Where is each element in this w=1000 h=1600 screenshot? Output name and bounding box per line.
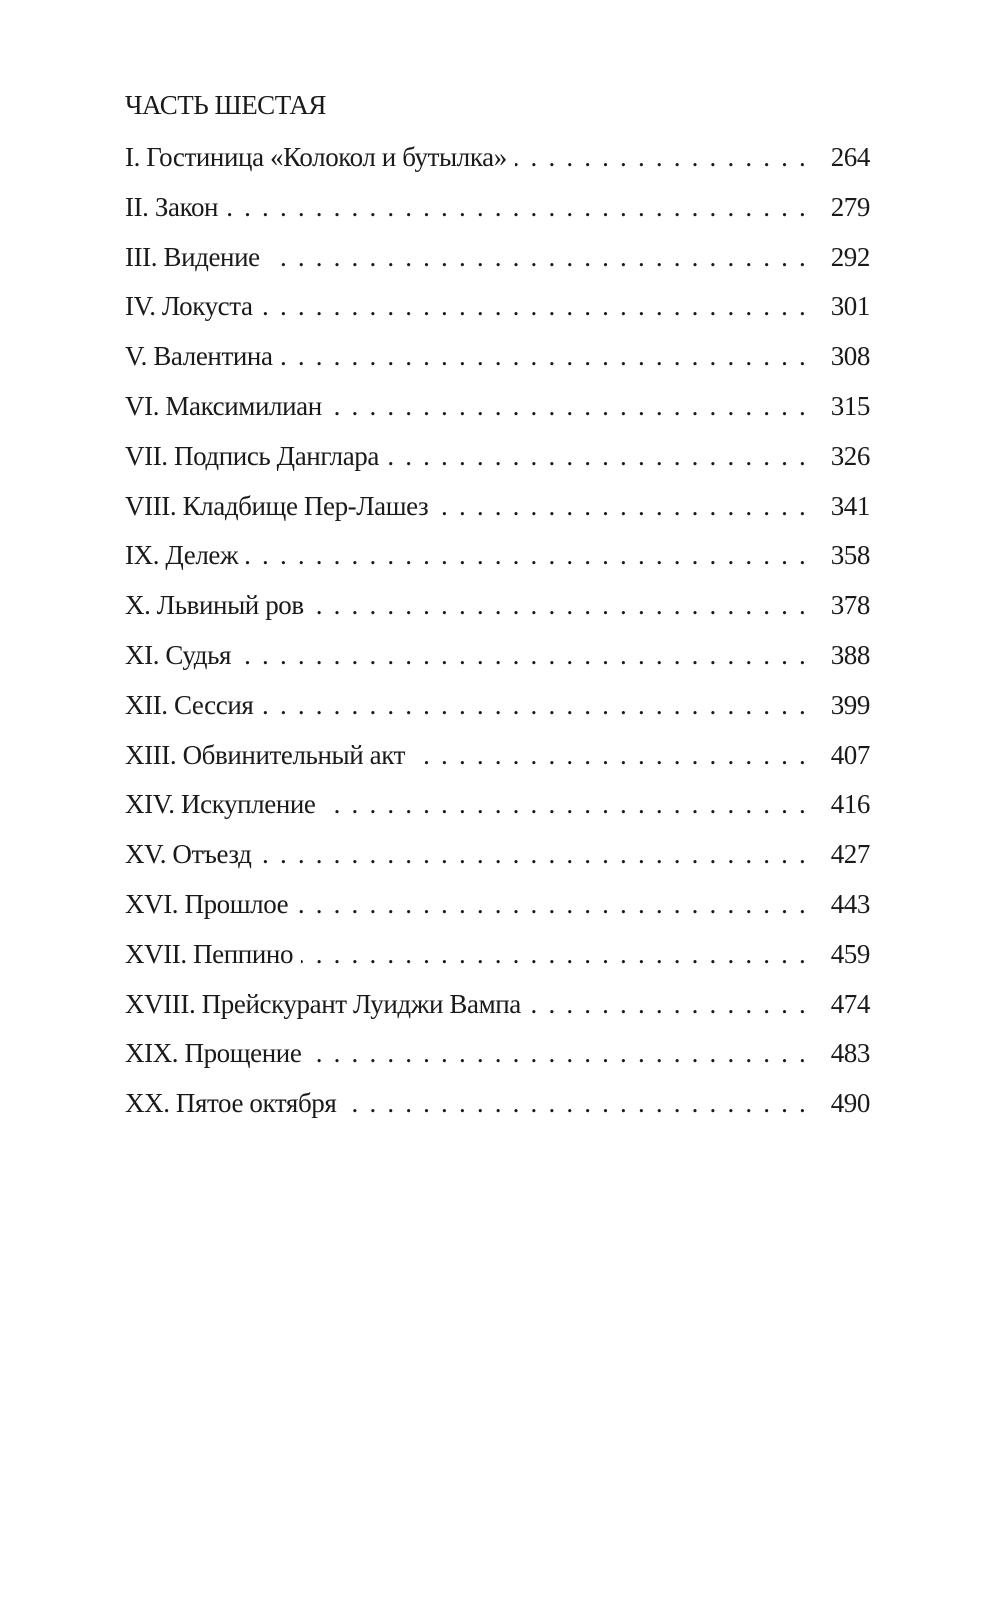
dot-leader xyxy=(268,238,808,276)
toc-entry xyxy=(125,885,870,935)
chapter-title: XIV. Искупление xyxy=(125,789,316,820)
page-number: 308 xyxy=(830,341,870,372)
page-number: 443 xyxy=(830,888,870,919)
toc-entry xyxy=(125,586,870,636)
page-number: 292 xyxy=(830,241,870,272)
toc-entry xyxy=(125,1034,870,1084)
table-of-contents xyxy=(125,138,870,1134)
chapter-title: XV. Отъезд xyxy=(125,839,252,870)
toc-entry xyxy=(125,238,870,288)
chapter-title: XX. Пятое октября xyxy=(125,1088,337,1119)
chapter-title: III. Видение xyxy=(125,241,260,272)
toc-entry xyxy=(125,536,870,586)
dot-leader xyxy=(436,487,808,525)
dot-leader xyxy=(312,586,808,624)
page-number: 427 xyxy=(830,839,870,870)
dot-leader xyxy=(261,287,808,325)
chapter-title: XII. Сессия xyxy=(125,689,254,720)
toc-entry xyxy=(125,387,870,437)
page-number: 483 xyxy=(830,1038,870,1069)
part-heading: ЧАСТЬ ШЕСТАЯ xyxy=(125,90,326,120)
page-number: 388 xyxy=(830,639,870,670)
chapter-title: X. Львиный ров xyxy=(125,590,304,621)
dot-leader xyxy=(281,337,808,375)
page-number: 326 xyxy=(830,440,870,471)
page-number: 279 xyxy=(830,191,870,222)
chapter-title: II. Закон xyxy=(125,191,219,222)
chapter-title: XI. Судья xyxy=(125,639,231,670)
toc-entry xyxy=(125,835,870,885)
page-number: 341 xyxy=(830,490,870,521)
page-number: 407 xyxy=(830,739,870,770)
toc-entry xyxy=(125,287,870,337)
chapter-title: XIII. Обвинительный акт xyxy=(125,739,406,770)
toc-entry xyxy=(125,138,870,188)
toc-entry xyxy=(125,337,870,387)
page-number: 416 xyxy=(830,789,870,820)
chapter-title: VIII. Кладбище Пер-Лашез xyxy=(125,490,429,521)
dot-leader xyxy=(246,536,808,574)
toc-entry xyxy=(125,686,870,736)
toc-entry xyxy=(125,985,870,1035)
chapter-title: XVII. Пеппино xyxy=(125,938,294,969)
toc-entry xyxy=(125,188,870,238)
chapter-title: XVI. Прошлое xyxy=(125,888,289,919)
dot-leader xyxy=(226,188,808,226)
chapter-title: XIX. Прощение xyxy=(125,1038,302,1069)
toc-entry xyxy=(125,935,870,985)
chapter-title: VII. Подпись Данглара xyxy=(125,440,379,471)
dot-leader xyxy=(301,935,808,973)
toc-entry xyxy=(125,1084,870,1134)
page-number: 378 xyxy=(830,590,870,621)
chapter-title: XVIII. Прейскурант Луиджи Вампа xyxy=(125,988,521,1019)
page-number: 459 xyxy=(830,938,870,969)
chapter-title: IX. Дележ xyxy=(125,540,239,571)
chapter-title: V. Валентина xyxy=(125,341,273,372)
dot-leader xyxy=(344,1084,808,1122)
dot-leader xyxy=(296,885,808,923)
page-number: 358 xyxy=(830,540,870,571)
chapter-title: IV. Локуста xyxy=(125,291,253,322)
page-number: 264 xyxy=(830,142,870,172)
dot-leader xyxy=(413,736,808,774)
toc-entry xyxy=(125,785,870,835)
toc-entry xyxy=(125,487,870,537)
toc-entry xyxy=(125,736,870,786)
page-number: 490 xyxy=(830,1088,870,1119)
dot-leader xyxy=(324,785,808,823)
toc-entry xyxy=(125,636,870,686)
dot-leader xyxy=(515,138,808,176)
page-number: 315 xyxy=(830,390,870,421)
dot-leader xyxy=(387,437,808,475)
chapter-title: I. Гостиница «Колокол и бутылка» xyxy=(125,142,507,172)
chapter-title: VI. Максимилиан xyxy=(125,390,322,421)
dot-leader xyxy=(260,835,808,873)
dot-leader xyxy=(529,985,808,1023)
page-number: 301 xyxy=(830,291,870,322)
page-number: 399 xyxy=(830,689,870,720)
dot-leader xyxy=(330,387,808,425)
dot-leader xyxy=(239,636,808,674)
dot-leader xyxy=(261,686,808,724)
page-number: 474 xyxy=(830,988,870,1019)
toc-entry xyxy=(125,437,870,487)
dot-leader xyxy=(309,1034,808,1072)
